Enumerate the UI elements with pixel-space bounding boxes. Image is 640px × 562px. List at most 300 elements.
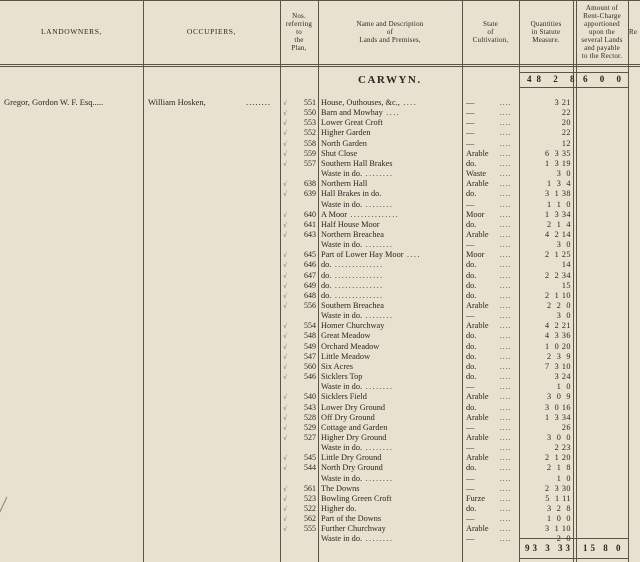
leader-dots: .... bbox=[500, 444, 511, 453]
header-state-cultivation bbox=[462, 0, 519, 64]
plan-number: 545 bbox=[304, 453, 316, 463]
quantity-value: 20 bbox=[561, 118, 571, 128]
cultivation-state: — bbox=[466, 382, 475, 392]
quantity-value: 2 1 25 bbox=[544, 250, 571, 260]
check-mark-icon: √ bbox=[283, 373, 287, 382]
plan-number: 527 bbox=[304, 432, 316, 442]
check-mark-icon: √ bbox=[283, 210, 287, 219]
check-mark-icon: √ bbox=[283, 352, 287, 361]
table-row bbox=[0, 392, 640, 403]
leader-dots: .... bbox=[500, 291, 511, 300]
table-row bbox=[0, 179, 640, 190]
land-description-text: Little Meadow bbox=[321, 351, 371, 361]
cultivation-state: Arable bbox=[466, 524, 489, 534]
leader-dots: .... bbox=[500, 433, 511, 442]
quantity-value: 22 bbox=[561, 128, 571, 138]
cultivation-state: Arable bbox=[466, 148, 489, 158]
state-line: Cultivation, bbox=[472, 36, 509, 44]
leader-dots: .... bbox=[500, 251, 511, 260]
cultivation-state: do. bbox=[466, 290, 477, 300]
nos-line: to bbox=[296, 28, 302, 36]
plan-number: 560 bbox=[304, 361, 316, 371]
land-description-text: Southern Hall Brakes bbox=[321, 158, 393, 168]
quantity-value: 3 0 bbox=[556, 311, 571, 321]
check-mark-icon: √ bbox=[283, 190, 287, 199]
rent-line: and payable bbox=[584, 44, 620, 52]
header-quantities bbox=[519, 0, 573, 64]
table-row bbox=[0, 118, 640, 129]
table-row bbox=[0, 149, 640, 160]
quantity-value: 2 1 10 bbox=[544, 290, 571, 300]
land-description bbox=[321, 403, 461, 414]
cultivation-state: Moor bbox=[466, 209, 485, 219]
land-description-text: The Downs bbox=[321, 483, 360, 493]
table-row bbox=[0, 159, 640, 170]
quantity-value: 1 0 bbox=[556, 382, 571, 392]
subtotal-box-top bbox=[519, 72, 629, 73]
header-plan-numbers bbox=[280, 0, 318, 64]
table-row bbox=[0, 301, 640, 312]
quantity-value: 26 bbox=[561, 422, 571, 432]
plan-number: 544 bbox=[304, 463, 316, 473]
table-row bbox=[0, 423, 640, 434]
land-description bbox=[321, 514, 461, 525]
plan-number: 523 bbox=[304, 493, 316, 503]
land-description-text: Waste in do. bbox=[321, 199, 363, 209]
land-description bbox=[321, 220, 461, 231]
leader-dots: .... bbox=[500, 423, 511, 432]
land-description-text: Little Dry Ground bbox=[321, 453, 382, 463]
land-description-text: Orchard Meadow bbox=[321, 341, 380, 351]
header-rent-charge bbox=[576, 0, 628, 64]
check-mark-icon: √ bbox=[283, 403, 287, 412]
quantity-value: 2 3 9 bbox=[547, 351, 571, 361]
leader-dots: .... bbox=[500, 220, 511, 229]
leader-dots: .... bbox=[500, 332, 511, 341]
plan-number: 553 bbox=[304, 118, 316, 128]
land-description bbox=[321, 230, 461, 241]
leader-dots: .... bbox=[500, 139, 511, 148]
land-description-text: Southern Breachea bbox=[321, 301, 384, 310]
plan-number: 551 bbox=[304, 98, 316, 107]
cultivation-state: — bbox=[466, 422, 475, 432]
leader-dots: .... bbox=[500, 170, 511, 179]
leader-dots: .... bbox=[382, 108, 401, 118]
plan-number: 647 bbox=[304, 270, 316, 280]
land-description bbox=[321, 362, 461, 373]
leader-dots: .... bbox=[500, 393, 511, 402]
leader-dots: .... bbox=[500, 525, 511, 534]
nos-line: Nos. bbox=[292, 12, 306, 20]
table-row bbox=[0, 98, 640, 109]
land-description-text: Homer Churchway bbox=[321, 321, 385, 331]
table-row bbox=[0, 372, 640, 383]
cultivation-state: do. bbox=[466, 260, 477, 270]
table-row bbox=[0, 443, 640, 454]
leader-dots: .... bbox=[500, 484, 511, 493]
plan-number: 561 bbox=[304, 483, 316, 493]
quantity-value: 1 3 19 bbox=[544, 158, 571, 168]
subtotal-box-bottom bbox=[519, 87, 629, 88]
plan-number: 554 bbox=[304, 321, 316, 331]
plan-number: 546 bbox=[304, 372, 316, 382]
land-description-text: Waste in do. bbox=[321, 534, 363, 544]
leader-dots: .... bbox=[500, 403, 511, 412]
cultivation-state: do. bbox=[466, 280, 477, 290]
plan-number: 522 bbox=[304, 504, 316, 513]
table-row bbox=[0, 291, 640, 302]
quantity-value: 3 0 bbox=[556, 240, 571, 250]
cultivation-state: — bbox=[466, 98, 475, 107]
occupier-leader-dots: ........ bbox=[246, 97, 271, 107]
cultivation-state: do. bbox=[466, 331, 477, 341]
table-row bbox=[0, 453, 640, 464]
land-description-text: Part of the Downs bbox=[321, 514, 382, 524]
cultivation-state: do. bbox=[466, 463, 477, 473]
table-row bbox=[0, 271, 640, 282]
land-description-text: do. bbox=[321, 280, 332, 290]
table-row bbox=[0, 108, 640, 119]
quantity-value: 4 2 21 bbox=[544, 321, 571, 331]
check-mark-icon: √ bbox=[283, 99, 287, 107]
name_desc-line: Name and Description bbox=[356, 20, 424, 28]
check-mark-icon: √ bbox=[283, 180, 287, 189]
check-mark-icon: √ bbox=[283, 159, 287, 168]
rent-line: Amount of bbox=[585, 4, 619, 12]
leader-dots: ........ bbox=[362, 382, 394, 392]
leader-dots: .... bbox=[500, 109, 511, 118]
land-description bbox=[321, 179, 461, 190]
plan-number: 643 bbox=[304, 229, 316, 239]
quantity-value: 1 0 bbox=[556, 473, 571, 483]
leader-dots: .... bbox=[500, 271, 511, 280]
land-description bbox=[321, 423, 461, 434]
leader-dots: .............. bbox=[331, 290, 384, 300]
check-mark-icon: √ bbox=[283, 281, 287, 290]
land-description-text: Sicklers Field bbox=[321, 392, 367, 402]
land-description-text: Great Meadow bbox=[321, 331, 371, 341]
table-row bbox=[0, 230, 640, 241]
cultivation-state: — bbox=[466, 534, 475, 544]
check-mark-icon: √ bbox=[283, 291, 287, 300]
quantity-value: 1 3 34 bbox=[544, 412, 571, 422]
land-description bbox=[321, 301, 461, 312]
land-description bbox=[321, 443, 461, 454]
check-mark-icon: √ bbox=[283, 220, 287, 229]
leader-dots: .... bbox=[500, 129, 511, 138]
cultivation-state: — bbox=[466, 514, 475, 524]
land-description bbox=[321, 108, 461, 119]
plan-number: 646 bbox=[304, 260, 316, 270]
leader-dots: ........ bbox=[362, 443, 394, 453]
cultivation-state: Arable bbox=[466, 432, 489, 442]
land-description bbox=[321, 260, 461, 271]
cultivation-state: — bbox=[466, 138, 475, 148]
leader-dots: .............. bbox=[331, 260, 384, 270]
leader-dots: ........ bbox=[362, 534, 394, 544]
quantities-line: Quantities bbox=[530, 20, 562, 28]
check-mark-icon: √ bbox=[283, 494, 287, 503]
quantity-value: 14 bbox=[561, 260, 571, 270]
table-row bbox=[0, 382, 640, 393]
state-line: of bbox=[487, 28, 494, 36]
land-description bbox=[321, 311, 461, 322]
leader-dots: .............. bbox=[347, 209, 400, 219]
quantity-value: 2 23 bbox=[554, 443, 571, 453]
quantities-line: Measure. bbox=[532, 36, 560, 44]
land-description-text: Bowling Green Croft bbox=[321, 493, 392, 503]
land-description bbox=[321, 169, 461, 180]
quantity-value: 2 0 bbox=[556, 534, 571, 544]
plan-number: 638 bbox=[304, 179, 316, 189]
plan-number: 540 bbox=[304, 392, 316, 402]
quantity-value: 3 1 10 bbox=[544, 524, 571, 534]
header-landowners: LANDOWNERS, bbox=[41, 27, 102, 36]
nos-line: the bbox=[294, 36, 304, 44]
land-description-text: Northern Hall bbox=[321, 179, 368, 189]
quantity-value: 1 3 4 bbox=[547, 179, 571, 189]
plan-number: 640 bbox=[304, 209, 316, 219]
table-row bbox=[0, 210, 640, 221]
plan-number: 558 bbox=[304, 138, 316, 148]
plan-number: 562 bbox=[304, 514, 316, 524]
cultivation-state: — bbox=[466, 311, 475, 321]
table-row bbox=[0, 362, 640, 373]
header-occupiers: OCCUPIERS, bbox=[186, 27, 237, 36]
table-row bbox=[0, 169, 640, 180]
cultivation-state: — bbox=[466, 240, 475, 250]
land-description-text: House, Outhouses, &c., bbox=[321, 98, 400, 107]
cultivation-state: do. bbox=[466, 341, 477, 351]
leader-dots: .... bbox=[500, 210, 511, 219]
check-mark-icon: √ bbox=[283, 139, 287, 148]
cultivation-state: do. bbox=[466, 504, 477, 513]
land-description-text: Shut Close bbox=[321, 148, 358, 158]
land-description bbox=[321, 281, 461, 292]
table-row bbox=[0, 342, 640, 353]
leader-dots: ........ bbox=[362, 169, 394, 179]
plan-number: 543 bbox=[304, 402, 316, 412]
leader-dots: .... bbox=[500, 230, 511, 239]
rent-line: to the Rector. bbox=[581, 52, 623, 60]
table-row bbox=[0, 331, 640, 342]
cultivation-state: Moor bbox=[466, 250, 485, 260]
land-description bbox=[321, 484, 461, 495]
table-row bbox=[0, 281, 640, 292]
land-description-text: Waste in do. bbox=[321, 382, 363, 392]
leader-dots: .... bbox=[500, 159, 511, 168]
grand-total-rent: 15 8 0 bbox=[583, 543, 624, 553]
check-mark-icon: √ bbox=[283, 230, 287, 239]
cultivation-state: Arable bbox=[466, 412, 489, 422]
land-description bbox=[321, 321, 461, 332]
quantity-value: 4 3 36 bbox=[544, 331, 571, 341]
land-description bbox=[321, 433, 461, 444]
leader-dots: .... bbox=[500, 515, 511, 524]
table-row bbox=[0, 484, 640, 495]
grand-total-quantity: 93 3 33 bbox=[525, 543, 573, 553]
quantity-value: 7 3 10 bbox=[544, 361, 571, 371]
cultivation-state: do. bbox=[466, 361, 477, 371]
quantity-value: 15 bbox=[561, 280, 571, 290]
quantity-value: 1 0 0 bbox=[547, 514, 571, 524]
land-description bbox=[321, 372, 461, 383]
land-description-text: Higher Garden bbox=[321, 128, 371, 138]
leader-dots: .... bbox=[500, 505, 511, 513]
plan-number: 645 bbox=[304, 250, 316, 260]
land-description bbox=[321, 159, 461, 170]
quantity-value: 6 3 35 bbox=[544, 148, 571, 158]
leader-dots: .... bbox=[500, 241, 511, 250]
plan-number: 648 bbox=[304, 290, 316, 300]
check-mark-icon: √ bbox=[283, 271, 287, 280]
table-row bbox=[0, 403, 640, 414]
table-row bbox=[0, 250, 640, 261]
check-mark-icon: √ bbox=[283, 525, 287, 534]
cultivation-state: — bbox=[466, 483, 475, 493]
leader-dots: .... bbox=[500, 200, 511, 209]
cultivation-state: — bbox=[466, 473, 475, 483]
plan-number: 529 bbox=[304, 422, 316, 432]
table-row bbox=[0, 139, 640, 150]
quantity-value: 22 bbox=[561, 108, 571, 118]
quantity-value: 3 1 38 bbox=[544, 189, 571, 199]
plan-number: 556 bbox=[304, 301, 316, 310]
check-mark-icon: √ bbox=[283, 362, 287, 371]
land-description bbox=[321, 342, 461, 353]
land-description bbox=[321, 149, 461, 160]
check-mark-icon: √ bbox=[283, 342, 287, 351]
check-mark-icon: √ bbox=[283, 505, 287, 513]
check-mark-icon: √ bbox=[283, 109, 287, 118]
quantity-value: 3 0 16 bbox=[544, 402, 571, 412]
quantity-value: 4 2 14 bbox=[544, 229, 571, 239]
plan-number: 550 bbox=[304, 108, 316, 118]
leader-dots: .............. bbox=[331, 280, 384, 290]
cultivation-state: — bbox=[466, 118, 475, 128]
plan-number: 547 bbox=[304, 351, 316, 361]
leader-dots: .... bbox=[500, 302, 511, 310]
check-mark-icon: √ bbox=[283, 413, 287, 422]
land-description bbox=[321, 128, 461, 139]
check-mark-icon: √ bbox=[283, 484, 287, 493]
table-row bbox=[0, 524, 640, 535]
land-description-text: Waste in do. bbox=[321, 473, 363, 483]
table-row bbox=[0, 311, 640, 322]
table-row bbox=[0, 321, 640, 332]
land-description-text: Waste in do. bbox=[321, 443, 363, 453]
land-description bbox=[321, 291, 461, 302]
plan-number: 557 bbox=[304, 158, 316, 168]
section-rent-total: 6 0 0 bbox=[583, 74, 626, 84]
leader-dots: .... bbox=[500, 383, 511, 392]
table-row bbox=[0, 352, 640, 363]
land-description-text: Northern Breachea bbox=[321, 229, 384, 239]
name_desc-line: Lands and Premises, bbox=[359, 36, 421, 44]
quantity-value: 3 0 bbox=[556, 169, 571, 179]
plan-number: 549 bbox=[304, 341, 316, 351]
quantity-value: 3 2 8 bbox=[547, 504, 571, 513]
table-row bbox=[0, 494, 640, 505]
leader-dots: .............. bbox=[331, 270, 384, 280]
leader-dots: .... bbox=[399, 98, 418, 107]
table-row bbox=[0, 413, 640, 424]
land-description-text: Waste in do. bbox=[321, 169, 363, 179]
quantity-value: 2 1 4 bbox=[547, 219, 571, 229]
land-description bbox=[321, 331, 461, 342]
leader-dots: .... bbox=[500, 190, 511, 199]
nos-line: referring bbox=[285, 20, 313, 28]
cultivation-state: Arable bbox=[466, 453, 489, 463]
cultivation-state: — bbox=[466, 443, 475, 453]
cultivation-state: do. bbox=[466, 189, 477, 199]
land-description bbox=[321, 240, 461, 251]
plan-number: 552 bbox=[304, 128, 316, 138]
quantity-value: 12 bbox=[561, 138, 571, 148]
quantity-value: 1 1 0 bbox=[547, 199, 571, 209]
leader-dots: .... bbox=[500, 281, 511, 290]
cultivation-state: Furze bbox=[466, 493, 485, 503]
plan-number: 639 bbox=[304, 189, 316, 199]
land-description-text: North Garden bbox=[321, 138, 367, 148]
check-mark-icon: √ bbox=[283, 393, 287, 402]
check-mark-icon: √ bbox=[283, 332, 287, 341]
quantity-value: 5 1 11 bbox=[545, 493, 571, 503]
leader-dots: .... bbox=[500, 362, 511, 371]
quantity-value: 2 1 8 bbox=[547, 463, 571, 473]
land-description bbox=[321, 250, 461, 261]
cultivation-state: — bbox=[466, 199, 475, 209]
land-description-text: Sicklers Top bbox=[321, 372, 363, 382]
land-description-text: North Dry Ground bbox=[321, 463, 383, 473]
check-mark-icon: √ bbox=[283, 464, 287, 473]
leader-dots: .... bbox=[500, 352, 511, 361]
check-mark-icon: √ bbox=[283, 454, 287, 463]
table-row bbox=[0, 463, 640, 474]
quantity-value: 3 21 bbox=[554, 98, 571, 107]
land-description-text: A Moor bbox=[321, 209, 348, 219]
leader-dots: .... bbox=[500, 535, 511, 544]
land-description-text: do. bbox=[321, 260, 332, 270]
plan-number: 548 bbox=[304, 331, 316, 341]
header-rule-double bbox=[0, 66, 640, 67]
table-row bbox=[0, 514, 640, 525]
quantity-value: 1 3 34 bbox=[544, 209, 571, 219]
quantity-value: 3 0 9 bbox=[547, 392, 571, 402]
land-description bbox=[321, 118, 461, 129]
land-description bbox=[321, 534, 461, 545]
table-row bbox=[0, 200, 640, 211]
quantity-value: 3 0 0 bbox=[547, 432, 571, 442]
table-row bbox=[0, 433, 640, 444]
check-mark-icon: √ bbox=[283, 302, 287, 310]
plan-number: 559 bbox=[304, 148, 316, 158]
leader-dots: .... bbox=[500, 413, 511, 422]
land-description bbox=[321, 504, 461, 515]
check-mark-icon: √ bbox=[283, 251, 287, 260]
occupier-name: William Hosken, bbox=[148, 97, 206, 107]
total-box-bottom bbox=[519, 558, 629, 559]
leader-dots: ........ bbox=[362, 199, 394, 209]
leader-dots: .... bbox=[500, 474, 511, 483]
land-description-text: Cottage and Garden bbox=[321, 422, 388, 432]
leader-dots: .... bbox=[403, 250, 421, 260]
land-description bbox=[321, 200, 461, 211]
header-name-description bbox=[318, 0, 462, 64]
cultivation-state: Arable bbox=[466, 321, 489, 331]
land-description bbox=[321, 524, 461, 535]
cultivation-state: do. bbox=[466, 158, 477, 168]
